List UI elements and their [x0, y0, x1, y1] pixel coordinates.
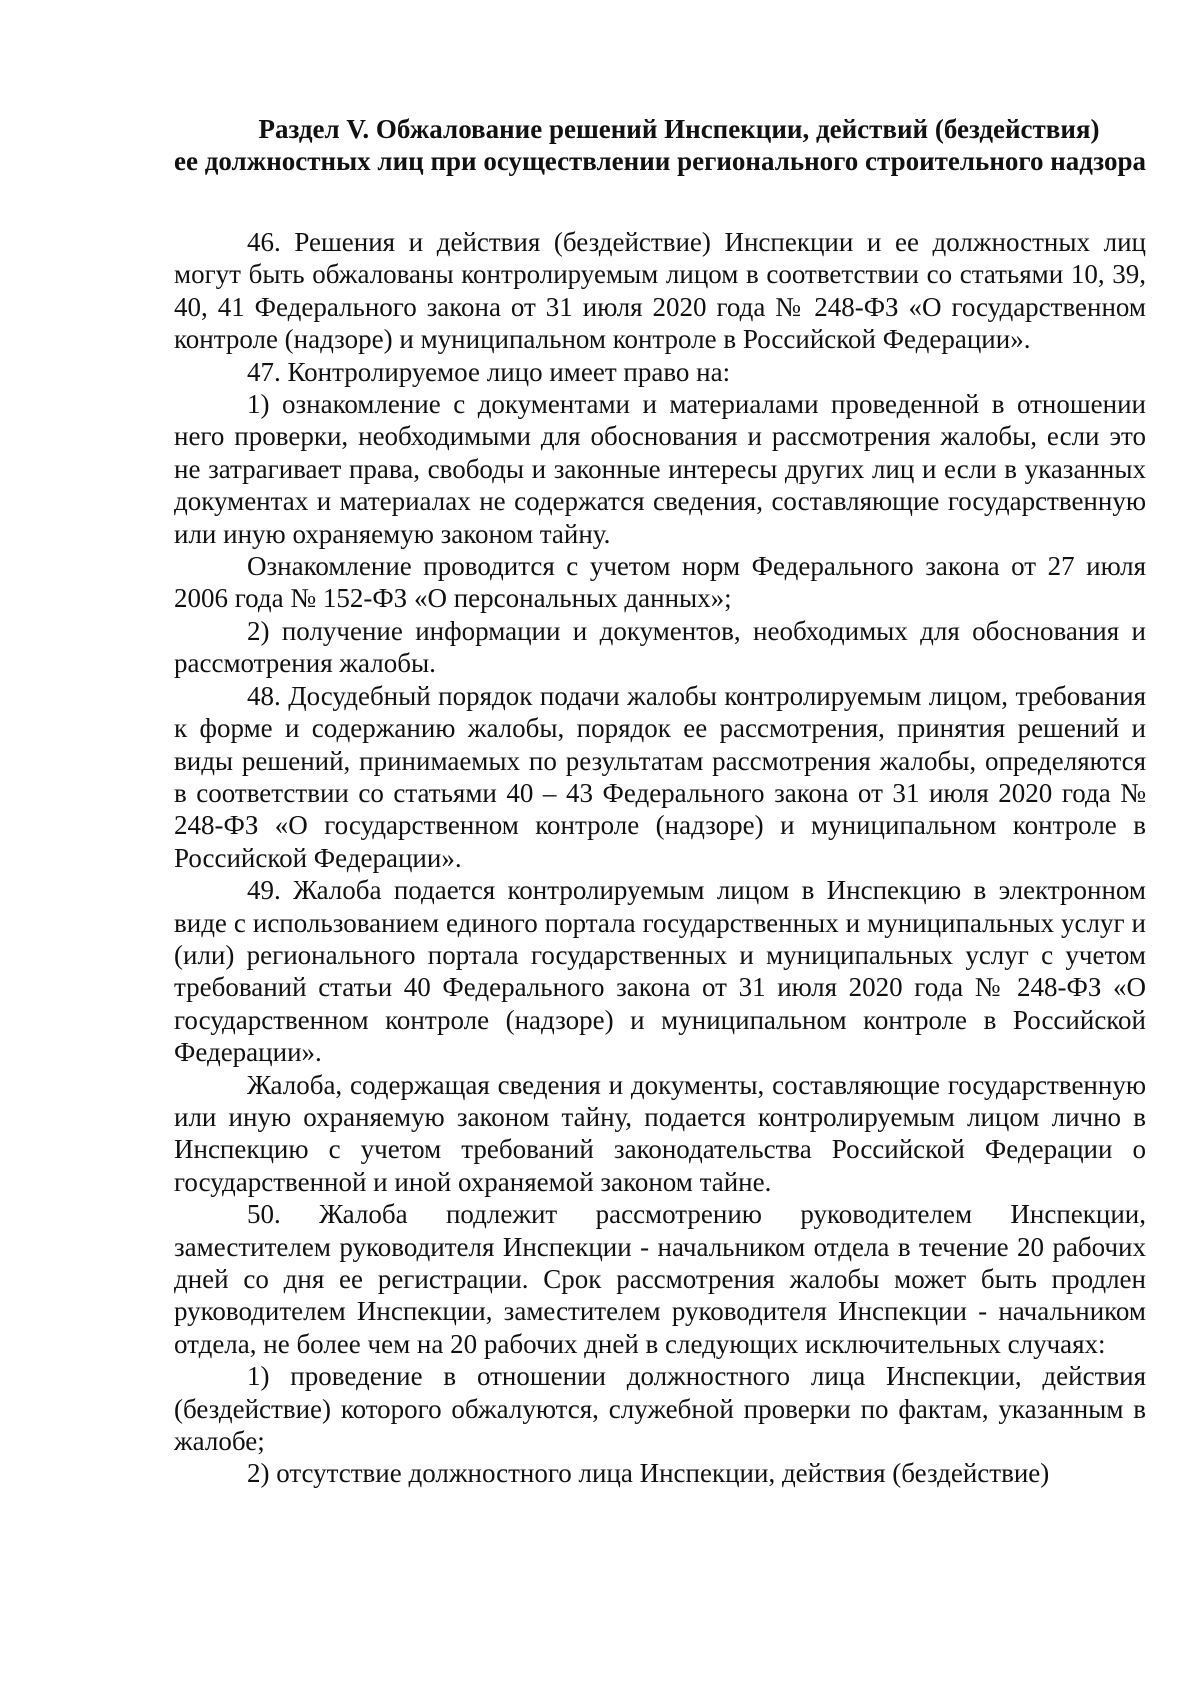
paragraph-50-case-1: 1) проведение в отношении должностного лица Инспекции, действия (бездействие) которого обжалуются, служебной проверки по фактам, указанным в жалобе;	[174, 1361, 1146, 1457]
paragraph-49-secret: Жалоба, содержащая сведения и документы, составляющие государственную или иную охраняемую законом тайну, подается контролируемым лицом лично в Инспекцию с учетом требований законодательства Российской Федерации о государственной и иной охраняемой законом тайне.	[174, 1069, 1146, 1197]
paragraph-47-item-2: 2) получение информации и документов, необходимых для обоснования и рассмотрения жалобы.	[174, 615, 1146, 679]
document-page	[174, 113, 1146, 1490]
paragraph-47-note: Ознакомление проводится с учетом норм Федерального закона от 27 июля 2006 года № 152-ФЗ «О персональных данных»;	[174, 551, 1146, 614]
paragraph-49: 49. Жалоба подается контролируемым лицом в Инспекцию в электронном виде с использованием единого портала государственных и муниципальных услуг и (или) регионального портала государственных и муниципальных услуг с учетом требований статьи 40 Федерального закона от 31 июля 2020 года № 248-ФЗ «О государственном контроле (надзоре) и муниципальном контроле в Российской Федерации».	[174, 875, 1146, 1068]
section-title-line-1: Раздел V. Обжалование решений Инспекции, действий (бездействия)	[258, 114, 1100, 144]
paragraph-48: 48. Досудебный порядок подачи жалобы контролируемым лицом, требования к форме и содержанию жалобы, порядок ее рассмотрения, принятия решений и виды решений, принимаемых по результатам рассмотрения жалобы, определяются в соответствии со статьями 40 – 43 Федерального закона от 31 июля 2020 года № 248-ФЗ «О государственном контроле (надзоре) и муниципальном контроле в Российской Федерации».	[174, 680, 1146, 873]
paragraph-47-item-1: 1) ознакомление с документами и материалами проведенной в отношении него проверки, необходимыми для обоснования и рассмотрения жалобы, если это не затрагивает права, свободы и законные интересы других лиц и если в указанных документах и материалах не содержатся сведения, составляющие государственную или иную охраняемую законом тайну.	[174, 389, 1146, 549]
section-title	[174, 113, 1146, 177]
document-body	[174, 226, 1146, 1490]
paragraph-46: 46. Решения и действия (бездействие) Инспекции и ее должностных лиц могут быть обжалованы контролируемым лицом в соответствии со статьями 10, 39, 40, 41 Федерального закона от 31 июля 2020 года № 248-ФЗ «О государственном контроле (надзоре) и муниципальном контроле в Российской Федерации».	[174, 227, 1146, 355]
section-title-line-2: ее должностных лиц при осуществлении регионального строительного надзора	[174, 146, 1146, 176]
paragraph-47: 47. Контролируемое лицо имеет право на:	[247, 356, 731, 387]
paragraph-50-case-2: 2) отсутствие должностного лица Инспекции, действия (бездействие)	[247, 1458, 1050, 1489]
paragraph-50: 50. Жалоба подлежит рассмотрению руководителем Инспекции, заместителем руководителя Инспекции - начальником отдела в течение 20 рабочих дней со дня ее регистрации. Срок рассмотрения жалобы может быть продлен руководителем Инспекции, заместителем руководителя Инспекции - начальником отдела, не более чем на 20 рабочих дней в следующих исключительных случаях:	[174, 1199, 1146, 1359]
